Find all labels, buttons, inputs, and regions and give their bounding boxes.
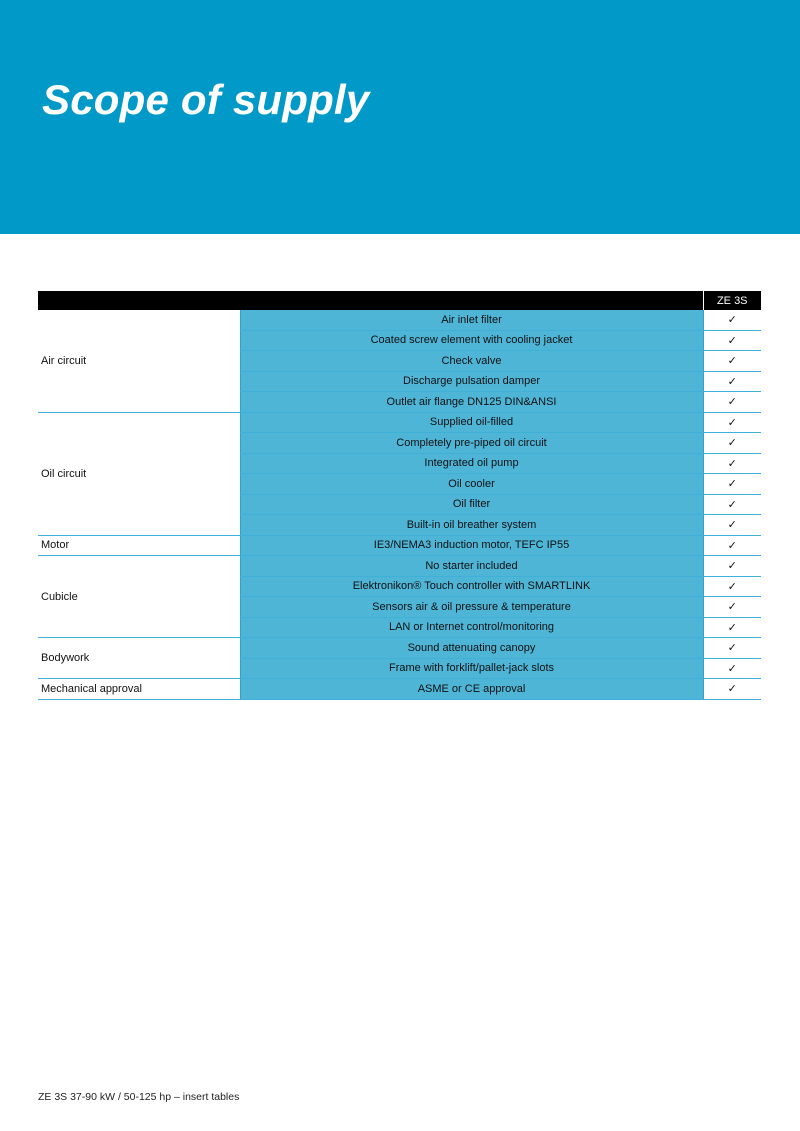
feature-label: Built-in oil breather system	[240, 515, 703, 536]
check-mark-icon: ✓	[703, 638, 761, 659]
feature-label: Outlet air flange DN125 DIN&ANSI	[240, 392, 703, 413]
check-mark-icon: ✓	[703, 433, 761, 454]
group-label: Bodywork	[38, 638, 240, 679]
feature-label: Supplied oil-filled	[240, 412, 703, 433]
feature-label: LAN or Internet control/monitoring	[240, 617, 703, 638]
group-label: Air circuit	[38, 310, 240, 412]
check-mark-icon: ✓	[703, 310, 761, 330]
page-title: Scope of supply	[42, 76, 370, 123]
group-label: Oil circuit	[38, 412, 240, 535]
check-mark-icon: ✓	[703, 330, 761, 351]
feature-label: Elektronikon® Touch controller with SMARTLINK	[240, 576, 703, 597]
feature-label: Air inlet filter	[240, 310, 703, 330]
check-mark-icon: ✓	[703, 535, 761, 556]
table-row	[38, 412, 761, 433]
feature-label: ASME or CE approval	[240, 679, 703, 700]
feature-label: Integrated oil pump	[240, 453, 703, 474]
feature-label: Coated screw element with cooling jacket	[240, 330, 703, 351]
check-mark-icon: ✓	[703, 351, 761, 372]
table-row	[38, 310, 761, 330]
feature-label: Discharge pulsation damper	[240, 371, 703, 392]
check-mark-icon: ✓	[703, 515, 761, 536]
feature-label: Sound attenuating canopy	[240, 638, 703, 659]
table-body	[38, 310, 761, 699]
scope-of-supply-table	[38, 291, 761, 700]
feature-label: No starter included	[240, 556, 703, 577]
header-banner	[0, 0, 800, 234]
table-row	[38, 638, 761, 659]
check-mark-icon: ✓	[703, 617, 761, 638]
table-header-row	[38, 291, 761, 310]
check-mark-icon: ✓	[703, 658, 761, 679]
feature-label: Oil cooler	[240, 474, 703, 495]
model-header: ZE 3S	[703, 291, 761, 310]
table-row	[38, 679, 761, 700]
header-blank	[38, 291, 240, 310]
feature-label: Check valve	[240, 351, 703, 372]
check-mark-icon: ✓	[703, 474, 761, 495]
check-mark-icon: ✓	[703, 597, 761, 618]
check-mark-icon: ✓	[703, 576, 761, 597]
header-blank	[240, 291, 703, 310]
table-row	[38, 556, 761, 577]
feature-label: Frame with forklift/pallet-jack slots	[240, 658, 703, 679]
check-mark-icon: ✓	[703, 371, 761, 392]
feature-label: Sensors air & oil pressure & temperature	[240, 597, 703, 618]
check-mark-icon: ✓	[703, 453, 761, 474]
check-mark-icon: ✓	[703, 556, 761, 577]
group-label: Cubicle	[38, 556, 240, 638]
check-mark-icon: ✓	[703, 392, 761, 413]
group-label: Motor	[38, 535, 240, 556]
feature-label: Completely pre-piped oil circuit	[240, 433, 703, 454]
group-label: Mechanical approval	[38, 679, 240, 700]
feature-label: IE3/NEMA3 induction motor, TEFC IP55	[240, 535, 703, 556]
table-row	[38, 535, 761, 556]
check-mark-icon: ✓	[703, 679, 761, 700]
check-mark-icon: ✓	[703, 494, 761, 515]
footer-text: ZE 3S 37-90 kW / 50-125 hp – insert tables	[38, 1091, 240, 1103]
check-mark-icon: ✓	[703, 412, 761, 433]
feature-label: Oil filter	[240, 494, 703, 515]
